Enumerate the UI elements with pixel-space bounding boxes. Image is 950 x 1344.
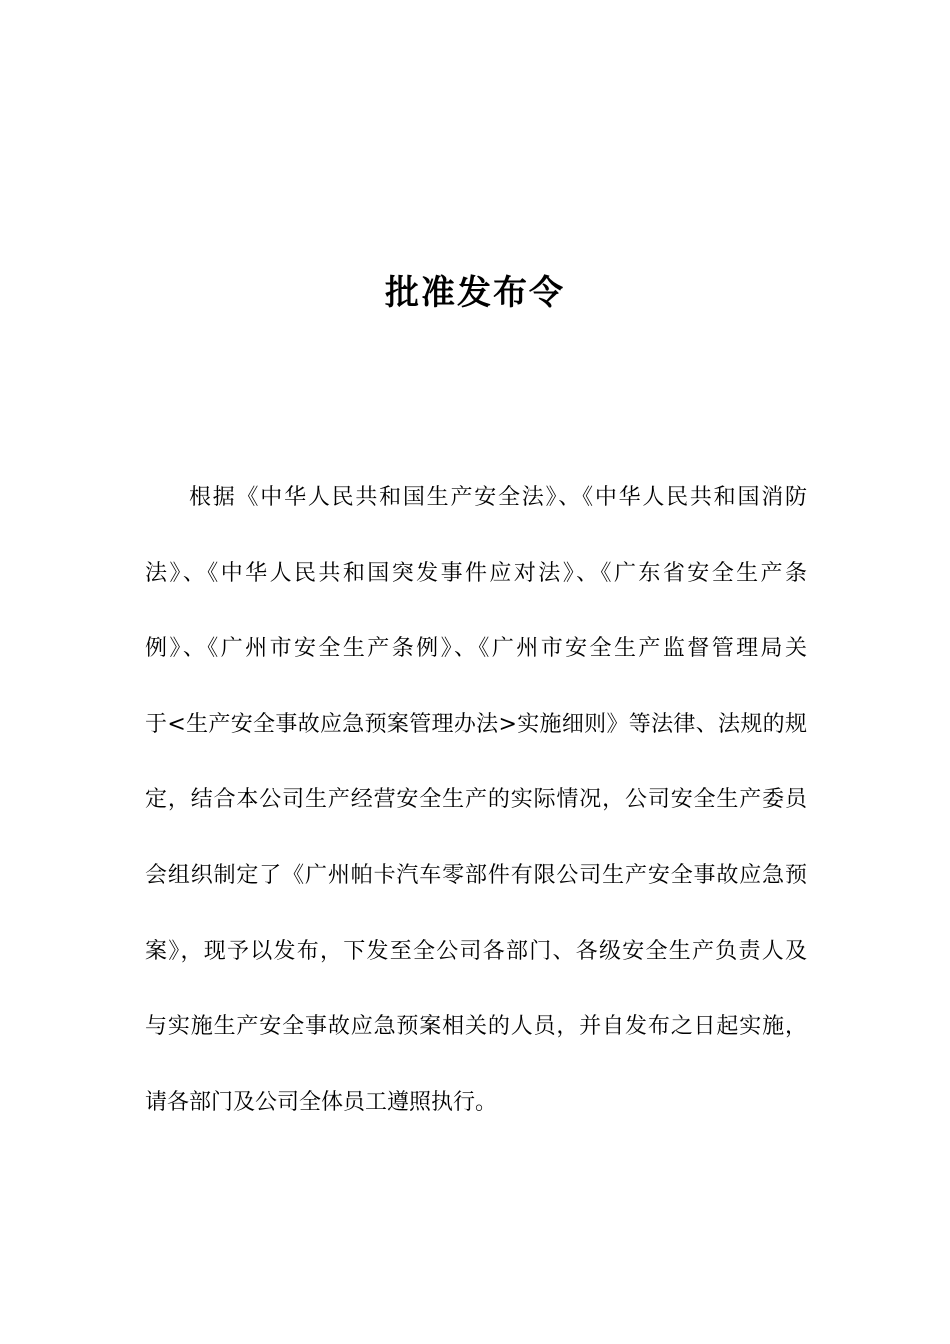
body-line-4: 于<生产安全事故应急预案管理办法>实施细则》等法律、法规的规: [145, 711, 807, 737]
body-line-7: 案》，现予以发布，下发至全公司各部门、各级安全生产负责人及: [145, 938, 807, 964]
body-line-1: 根据《中华人民共和国生产安全法》、《中华人民共和国消防: [189, 485, 807, 510]
body-line-3: 例》、《广州市安全生产条例》、《广州市安全生产监督管理局关: [145, 636, 807, 662]
body-line-9: 请各部门及公司全体员工遵照执行。: [145, 1089, 498, 1115]
document-title: 批准发布令: [385, 273, 565, 313]
document-body: [145, 476, 807, 1156]
body-line-6: 会组织制定了《广州帕卡汽车零部件有限公司生产安全事故应急预: [145, 862, 807, 888]
body-line-2: 法》、《中华人民共和国突发事件应对法》、《广东省安全生产条: [145, 560, 807, 586]
body-line-8: 与实施生产安全事故应急预案相关的人员，并自发布之日起实施，: [145, 1014, 807, 1040]
body-line-5: 定，结合本公司生产经营安全生产的实际情况，公司安全生产委员: [145, 787, 807, 813]
